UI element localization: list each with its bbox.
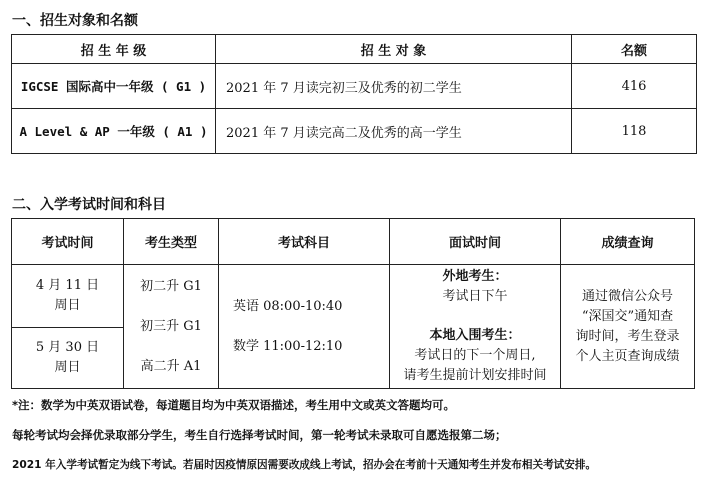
exam-day: 周日 xyxy=(54,360,81,375)
score-query-line: 个人主页查询成绩 xyxy=(575,348,680,364)
quota-cell: 118 xyxy=(572,109,697,154)
outside-candidate-time: 考试日下午 xyxy=(442,289,508,304)
score-query-line: “深国交”通知查 xyxy=(581,308,674,324)
grade-cell: A Level & AP 一年级 ( A1 ) xyxy=(12,109,216,154)
header-subjects: 考试科目 xyxy=(219,219,390,265)
candidate-type: 初三升 G1 xyxy=(140,318,202,334)
table-header-row xyxy=(12,219,695,265)
outside-candidate-label: 外地考生： xyxy=(442,269,508,284)
local-candidate-time: 考试日的下一个周日, xyxy=(414,348,536,363)
exam-date: 4 月 11 日 xyxy=(35,278,100,293)
subjects-cell xyxy=(219,265,390,389)
exam-day: 周日 xyxy=(54,298,81,313)
quota-cell: 416 xyxy=(572,64,697,109)
candidate-type: 高二升 A1 xyxy=(140,358,202,374)
exam-date: 5 月 30 日 xyxy=(35,340,100,355)
interview-cell xyxy=(390,265,561,389)
header-candidate-type: 考生类型 xyxy=(124,219,219,265)
table-row xyxy=(12,265,695,328)
header-target: 招 生 对 象 xyxy=(216,35,572,64)
exam-date-cell xyxy=(12,328,124,389)
candidate-type-cell xyxy=(124,265,219,389)
score-query-cell xyxy=(561,265,695,389)
header-grade: 招 生 年 级 xyxy=(12,35,216,64)
exam-date-cell xyxy=(12,265,124,328)
table-row xyxy=(12,109,697,154)
section2-title: 二、入学考试时间和科目 xyxy=(12,197,166,213)
section1-title: 一、招生对象和名额 xyxy=(12,13,138,29)
note-offline: 2021 年入学考试暂定为线下考试。若届时因疫情原因需要改成线上考试，招办会在考前十天通知考生并发布相关考试安排。 xyxy=(12,459,597,471)
candidate-type: 初二升 G1 xyxy=(140,278,202,294)
table-header-row xyxy=(12,35,697,64)
header-quota: 名额 xyxy=(572,35,697,64)
header-exam-time: 考试时间 xyxy=(12,219,124,265)
header-interview-time: 面试时间 xyxy=(390,219,561,265)
exam-schedule-table xyxy=(11,218,695,389)
score-query-line: 通过微信公众号 xyxy=(581,288,673,304)
local-candidate-note: 请考生提前计划安排时间 xyxy=(403,368,547,383)
table-row xyxy=(12,64,697,109)
header-score-query: 成绩查询 xyxy=(561,219,695,265)
note-rounds: 每轮考试均会择优录取部分学生，考生自行选择考试时间，第一轮考试未录取可自愿选报第二场； xyxy=(12,428,507,442)
score-query-line: 询时间，考生登录 xyxy=(575,328,680,344)
target-cell: 2021 年 7 月读完高二及优秀的高一学生 xyxy=(216,109,572,154)
target-cell: 2021 年 7 月读完初三及优秀的初二学生 xyxy=(216,64,572,109)
subject-math: 数学 11:00-12:10 xyxy=(233,338,343,354)
subject-english: 英语 08:00-10:40 xyxy=(233,298,343,314)
enrollment-table xyxy=(11,34,697,154)
note-math: *注：数学为中英双语试卷，每道题目均为中英双语描述，考生用中文或英文答题均可。 xyxy=(12,398,456,412)
grade-cell: IGCSE 国际高中一年级 ( G1 ) xyxy=(12,64,216,109)
local-candidate-label: 本地入围考生： xyxy=(429,328,521,343)
